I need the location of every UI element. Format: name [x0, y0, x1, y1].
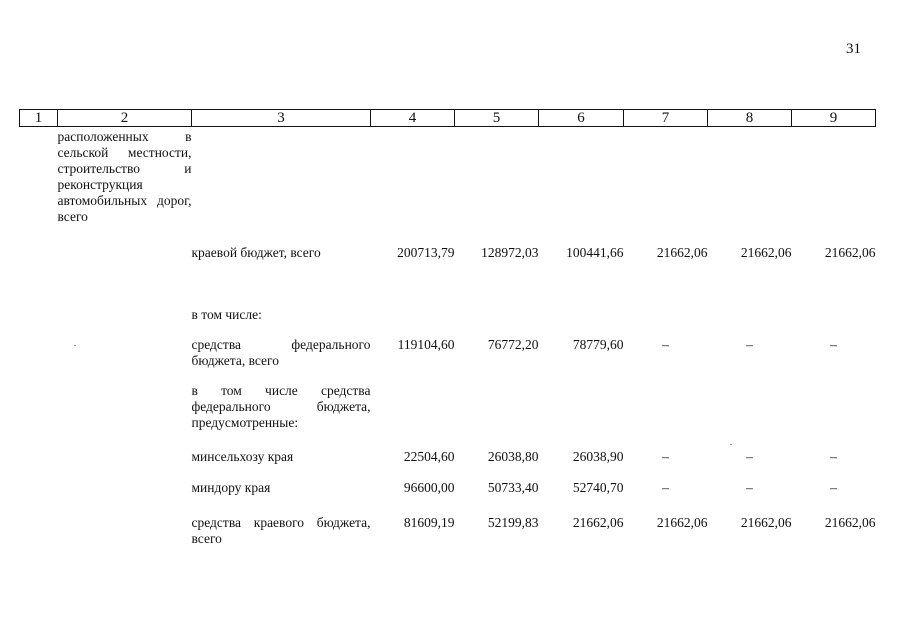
value-cell: 21662,06 [656, 515, 708, 530]
table-row [20, 127, 876, 226]
table-row [20, 515, 876, 551]
value-cell: 81609,19 [403, 515, 455, 530]
funding-source-label: средства федерального бюджета, всего [191, 337, 371, 368]
column-number: 6 [539, 110, 624, 127]
value-cell [708, 383, 792, 449]
value-cell: – [830, 449, 837, 464]
table-row [20, 337, 876, 383]
value-cell [539, 383, 624, 449]
funding-source-label: средства краевого бюджета, всего [191, 515, 371, 546]
column-number-row [20, 110, 876, 127]
column-number: 4 [371, 110, 455, 127]
budget-table [19, 109, 876, 551]
value-cell: 21662,06 [572, 515, 624, 530]
page-number: 31 [846, 41, 861, 57]
funding-source-label: в том числе средства федерального бюджета, предусмотренные: [191, 383, 371, 430]
value-cell: 50733,40 [487, 480, 539, 495]
funding-source-label: в том числе: [191, 307, 262, 322]
value-cell [624, 383, 708, 449]
value-cell [792, 383, 876, 449]
value-cell: – [830, 480, 837, 495]
activity-description: расположенных в сельской местности, строительство и реконструкция автомобильных дорог, всего [57, 129, 192, 224]
value-cell: – [746, 337, 753, 352]
value-cell: 100441,66 [566, 245, 624, 260]
value-cell: 21662,06 [740, 515, 792, 530]
column-number: 5 [455, 110, 539, 127]
value-cell: – [746, 480, 753, 495]
value-cell: – [662, 449, 669, 464]
value-cell: – [830, 337, 837, 352]
value-cell: 119104,60 [397, 337, 455, 352]
value-cell: 52740,70 [572, 480, 624, 495]
table-row [20, 383, 876, 449]
value-cell: – [746, 449, 753, 464]
value-cell: – [662, 337, 669, 352]
table-row [20, 225, 876, 307]
value-cell: 26038,80 [487, 449, 539, 464]
column-number: 3 [192, 110, 371, 127]
value-cell [371, 383, 455, 449]
value-cell [792, 307, 876, 337]
value-cell: 200713,79 [397, 245, 455, 260]
funding-source-label: миндору края [191, 480, 271, 495]
row-index-cell [20, 127, 58, 226]
scan-speck [74, 345, 76, 346]
column-number: 2 [58, 110, 192, 127]
value-cell: 76772,20 [487, 337, 539, 352]
value-cell: 21662,06 [824, 245, 876, 260]
value-cell [455, 307, 539, 337]
table-row [20, 480, 876, 515]
table-row [20, 449, 876, 480]
column-number: 7 [624, 110, 708, 127]
value-cell: 21662,06 [656, 245, 708, 260]
column-number: 9 [792, 110, 876, 127]
funding-source-label: краевой бюджет, всего [191, 245, 321, 260]
value-cell: 52199,83 [487, 515, 539, 530]
value-cell: 128972,03 [481, 245, 539, 260]
value-cell [371, 307, 455, 337]
column-number: 1 [20, 110, 58, 127]
value-cell [624, 307, 708, 337]
value-cell: 78779,60 [572, 337, 624, 352]
value-cell: – [662, 480, 669, 495]
value-cell: 21662,06 [740, 245, 792, 260]
value-cell: 22504,60 [403, 449, 455, 464]
value-cell [455, 383, 539, 449]
value-cell: 21662,06 [824, 515, 876, 530]
column-number: 8 [708, 110, 792, 127]
table-row [20, 307, 876, 337]
value-cell: 26038,90 [572, 449, 624, 464]
value-cell [539, 307, 624, 337]
value-cell [708, 307, 792, 337]
value-cell: 96600,00 [403, 480, 455, 495]
funding-source-label: минсельхозу края [191, 449, 294, 464]
scan-speck [730, 444, 732, 445]
